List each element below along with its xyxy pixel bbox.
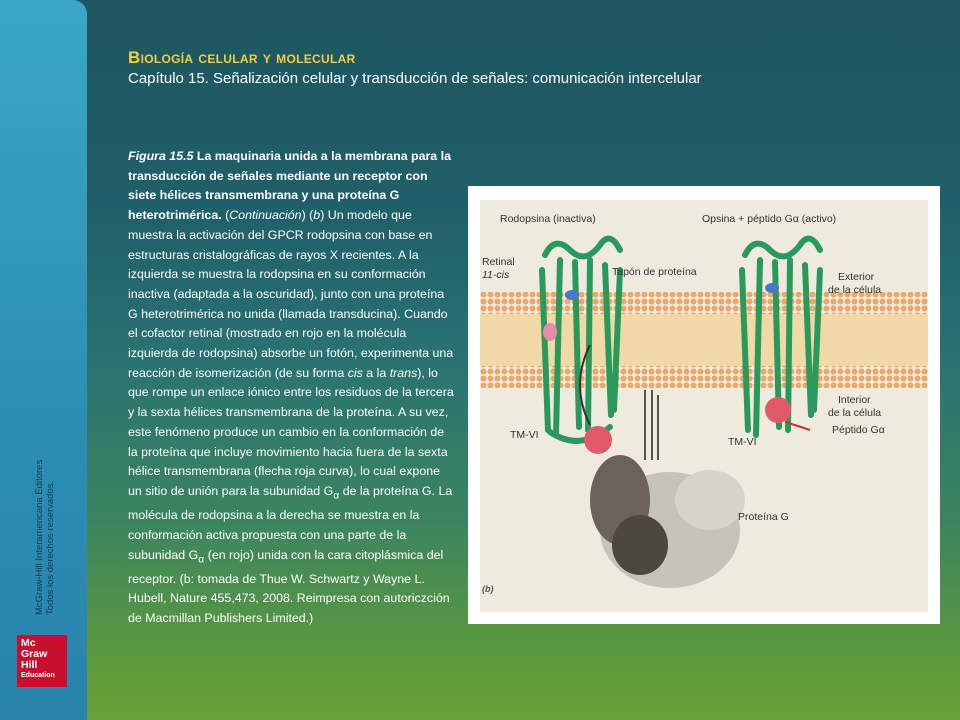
- g-protein-structure: [584, 390, 745, 588]
- caption-text: (: [221, 208, 230, 223]
- copyright-notice: [34, 415, 56, 615]
- caption-text: ), lo que rompe un enlace iónico entre los residuos de la tercera y la sexta hélices transmembrana de la proteína. A su vez, este fenómeno produce un cambio en la conformación de la proteína que incluye movimiento hacia fuera de la sexta hélice transmembrana (flecha roja curva), lo cual expone un sitio de unión para la subunidad G: [128, 365, 454, 498]
- label-exterior-2: de la célula: [828, 284, 882, 296]
- caption-italic: trans: [389, 365, 418, 380]
- protein-cap-blue-right: [765, 283, 779, 293]
- caption-subscript: α: [198, 554, 205, 565]
- caption-subscript: α: [333, 490, 340, 502]
- g-alpha-peptide: [765, 397, 791, 423]
- logo-line-4: Education: [21, 672, 55, 679]
- copyright-line-1: McGraw-Hill Interamericana Editores: [34, 459, 45, 615]
- caption-text: (en rojo) unida con la cara citoplásmica del receptor. (b: tomada de Thue W. Schwartz y Wayne L. Hubell, Nature 455,473, 2008. Reimpresa con autoriczción de Macmillan Publishers Limited.): [128, 547, 450, 626]
- logo-line-1: Mc: [21, 637, 36, 649]
- label-proteina-g: Proteína G: [738, 511, 789, 523]
- caption-lead: La maquinaria unida a la membrana para la transducción de señales mediante un receptor con siete hélices transmembrana y una proteína G heterotrimérica.: [128, 149, 451, 223]
- page-title: Biología celular y molecular: [128, 48, 356, 67]
- mcgraw-hill-logo: [17, 635, 67, 687]
- caption-text: de la proteína G. La molécula de rodopsina a la derecha se muestra en la conformación activa propuesta con una parte de la subunidad G: [128, 483, 453, 562]
- retinal-cofactor: [543, 323, 557, 341]
- caption-italic: cis: [347, 365, 363, 380]
- caption-text: a la: [362, 365, 390, 380]
- label-exterior-1: Exterior: [838, 271, 875, 283]
- label-opsina-activo: Opsina + péptido Gα (activo): [702, 213, 837, 225]
- label-tm-vi-left: TM-VI: [510, 429, 539, 441]
- label-interior-1: Interior: [838, 394, 871, 406]
- page-subtitle: Capítulo 15. Señalización celular y transducción de señales: comunicación intercelular: [128, 70, 702, 87]
- rhodopsin-illustration: [480, 200, 928, 612]
- figure-illustration: [480, 200, 928, 612]
- protein-cap-blue: [565, 290, 579, 300]
- label-tm-vi-right: TM-VI: [728, 436, 757, 448]
- label-rodopsina-inactiva: Rodopsina (inactiva): [500, 213, 596, 225]
- caption-italic: b: [313, 208, 321, 223]
- label-peptido: Péptido Gα: [832, 424, 885, 436]
- label-11-cis: 11-cis: [482, 269, 510, 281]
- label-retinal: Retinal: [482, 256, 515, 268]
- figure-label: Figura 15.5: [128, 149, 194, 163]
- panel-label: (b): [482, 584, 494, 594]
- logo-line-2: Graw: [21, 648, 48, 660]
- left-sidebar: [0, 0, 87, 720]
- caption-italic: Continuación: [229, 208, 302, 223]
- label-interior-2: de la célula: [828, 407, 882, 419]
- caption-text: ) (: [301, 208, 314, 223]
- copyright-line-2: Todos los derechos reservados.: [45, 480, 56, 615]
- label-tapon: Tapón de proteína: [612, 266, 697, 278]
- figure-panel: [468, 186, 940, 624]
- figure-caption: [128, 147, 455, 629]
- logo-line-3: Hill: [21, 659, 38, 671]
- caption-text: ) Un modelo que muestra la activación del GPCR rodopsina con base en estructuras cristalográficas de rayos X recientes. A la izquierda se muestra la rodopsina en su conformación inactiva (adaptada a la oscuridad), junto con una proteína G heterotrimérica no unida (llamada transducina). Cuando el cofactor retinal (mostrado en rojo en la molécula izquierda de rodopsina) absorbe un fotón, experimenta una reacción de isomerización (de su forma: [128, 208, 454, 380]
